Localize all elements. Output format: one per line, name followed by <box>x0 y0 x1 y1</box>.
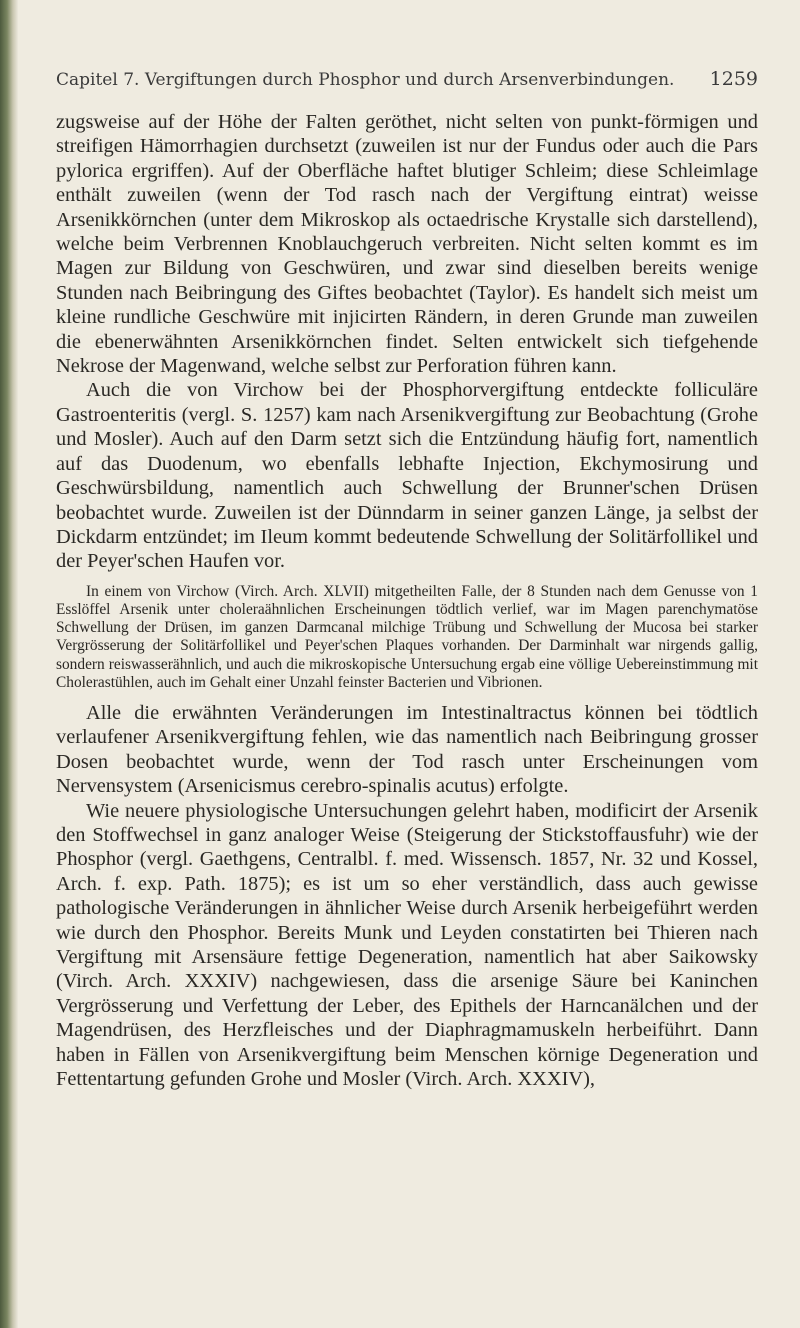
running-header <box>56 68 758 90</box>
paragraph-intestinal-changes: Alle die erwähnten Veränderungen im Intestinaltractus können bei tödtlich verlaufener Arsenikvergiftung fehlen, wie das namentlich nach Beibringung grosser Dosen beobachtet wurde, wenn der Tod rasch unter Erscheinungen vom Nervensystem (Arsenicismus cerebro-spinalis acutus) erfolgte. <box>56 701 758 798</box>
paragraph-virchow-case: In einem von Virchow (Virch. Arch. XLVII) mitgetheilten Falle, der 8 Stunden nach dem Genusse von 1 Esslöffel Arsenik unter choleraähnlichen Erscheinungen tödtlich verlief, war im Magen parenchymatöse Schwellung der Drüsen, im ganzen Darmcanal milchige Trübung und Schwellung der Mucosa bei starker Vergrösserung der Solitärfollikel und Peyer'schen Plaques vorhanden. Der Darminhalt war nirgends gallig, sondern reiswasserähnlich, und auch die mikroskopische Untersuchung ergab eine völlige Uebereinstimmung mit Cholerastühlen, auch im Gehalt einer Unzahl feinster Bacterien und Vibrionen. <box>56 582 758 691</box>
paragraph-metabolism: Wie neuere physiologische Untersuchungen gelehrt haben, modificirt der Arsenik den Stoffwechsel in ganz analoger Weise (Steigerung der Stickstoffausfuhr) wie der Phosphor (vergl. Gaethgens, Centralbl. f. med. Wissensch. 1857, Nr. 32 und Kossel, Arch. f. exp. Path. 1875); es ist um so eher verständlich, dass auch gewisse pathologische Veränderungen in ähnlicher Weise durch Arsenik herbeigeführt werden wie durch den Phosphor. Bereits Munk und Leyden constatirten bei Thieren nach Vergiftung mit Arsensäure fettige Degeneration, namentlich hat aber Saikowsky (Virch. Arch. XXXIV) nachgewiesen, dass die arsenige Säure bei Kaninchen Vergrösserung und Verfettung der Leber, des Epithels der Harncanälchen und der Magendrüsen, des Herzfleisches und der Diaphragmamuskeln herbeiführt. Dann haben in Fällen von Arsenikvergiftung beim Menschen körnige Degeneration und Fettentartung gefunden Grohe und Mosler (Virch. Arch. XXXIV), <box>56 799 758 1091</box>
book-page <box>56 68 758 1091</box>
page-number: 1259 <box>709 68 758 90</box>
book-binding-edge <box>0 0 18 1328</box>
chapter-title: Capitel 7. Vergiftungen durch Phosphor und durch Arsenverbindungen. <box>56 70 675 90</box>
paragraph-gastroenteritis: Auch die von Virchow bei der Phosphorvergiftung entdeckte folliculäre Gastroenteritis (vergl. S. 1257) kam nach Arsenikvergiftung zur Beobachtung (Grohe und Mosler). Auch auf den Darm setzt sich die Entzündung häufig fort, namentlich auf das Duodenum, wo ebenfalls lebhafte Injection, Ekchymosirung und Geschwürsbildung, namentlich auch Schwellung der Brunner'schen Drüsen beobachtet wurde. Zuweilen ist der Dünndarm in seiner ganzen Länge, ja selbst der Dickdarm entzündet; im Ileum kommt bedeutende Schwellung der Solitärfollikel und der Peyer'schen Haufen vor. <box>56 379 758 573</box>
paragraph-stomach-findings: zugsweise auf der Höhe der Falten geröthet, nicht selten von punkt-förmigen und streifigen Hämorrhagien durchsetzt (zuweilen ist nur der Fundus oder auch die Pars pylorica ergriffen). Auf der Oberfläche haftet blutiger Schleim; diese Schleimlage enthält zuweilen (wenn der Tod rasch nach der Vergiftung eintrat) weisse Arsenikkörnchen (unter dem Mikroskop als octaedrische Krystalle sich darstellend), welche beim Verbrennen Knoblauchgeruch verbreiten. Nicht selten kommt es im Magen zur Bildung von Geschwüren, und zwar sind dieselben bereits wenige Stunden nach Beibringung des Giftes beobachtet (Taylor). Es handelt sich meist um kleine rundliche Geschwüre mit injicirten Rändern, in deren Grunde man zuweilen die ebenerwähnten Arsenikkörnchen findet. Selten entwickelt sich tiefgehende Nekrose der Magenwand, welche selbst zur Perforation führen kann. <box>56 111 758 378</box>
